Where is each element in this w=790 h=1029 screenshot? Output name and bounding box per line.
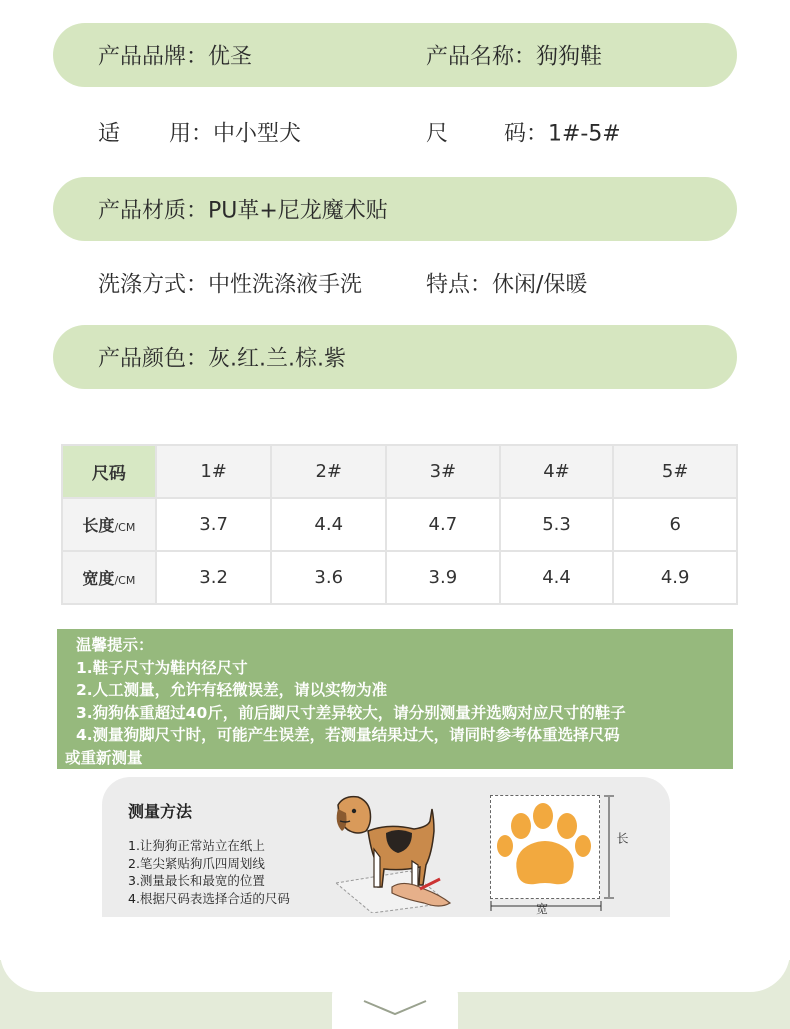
tips-title: 温馨提示： [76, 636, 154, 654]
tips-line-1: 1.鞋子尺寸为鞋内径尺寸 [76, 658, 248, 677]
table-cell: 4.4 [500, 551, 614, 604]
spec-color: 产品颜色：灰.红.兰.棕.紫 [98, 346, 346, 372]
spec-brand: 产品品牌：优圣 [98, 44, 253, 70]
tips-line-5: 或重新测量 [65, 748, 143, 767]
spec-row-color [53, 325, 737, 389]
spec-feature: 特点：休闲/保暖 [426, 272, 588, 298]
measure-step-4: 4.根据尺码表选择合适的尺码 [128, 890, 290, 906]
spec-row-suitable [53, 100, 737, 164]
paw-frame [490, 795, 600, 899]
measure-step-1: 1.让狗狗正常站立在纸上 [128, 838, 265, 853]
header-size-4: 4# [500, 445, 614, 498]
header-size-label: 尺码 [62, 445, 156, 498]
header-size-1: 1# [156, 445, 272, 498]
measure-step-3: 3.测量最长和最宽的位置 [128, 873, 265, 888]
tips-line-2: 2.人工测量，允许有轻微误差，请以实物为准 [76, 681, 388, 700]
table-cell: 4.9 [613, 551, 737, 604]
measure-method-box [102, 777, 670, 917]
table-row [62, 551, 737, 604]
size-table [61, 444, 738, 605]
row-label-length: 长度/CM [62, 498, 156, 551]
measure-steps [128, 837, 290, 907]
spec-material: 产品材质：PU革+尼龙魔术贴 [98, 198, 388, 224]
scroll-down-tab[interactable] [332, 985, 458, 1029]
paw-print-icon [491, 796, 599, 898]
length-dimension-line [602, 795, 616, 899]
table-cell: 4.4 [271, 498, 386, 551]
spec-row-material [53, 177, 737, 241]
chevron-down-icon [362, 999, 428, 1017]
width-label: 宽 [536, 902, 549, 916]
length-label: 长 [615, 832, 629, 844]
spec-size-range: 尺 码：1#-5# [426, 121, 621, 147]
spec-row-brand [53, 23, 737, 87]
measure-title: 测量方法 [128, 802, 193, 821]
table-header-row [62, 445, 737, 498]
spec-wash: 洗涤方式：中性洗涤液手洗 [98, 272, 363, 298]
spec-row-wash [53, 251, 737, 315]
tips-box [57, 629, 733, 769]
measure-step-2: 2.笔尖紧贴狗爪四周划线 [128, 855, 265, 871]
tips-line-4: 4.测量狗脚尺寸时，可能产生误差，若测量结果过大，请同时参考体重选择尺码 [76, 726, 620, 745]
header-size-2: 2# [271, 445, 386, 498]
header-size-3: 3# [386, 445, 500, 498]
header-size-5: 5# [613, 445, 737, 498]
spec-product-name: 产品名称：狗狗鞋 [426, 44, 603, 70]
dog-illustration [328, 791, 468, 913]
table-cell: 4.7 [386, 498, 500, 551]
table-cell: 6 [613, 498, 737, 551]
row-label-width: 宽度/CM [62, 551, 156, 604]
table-cell: 3.9 [386, 551, 500, 604]
table-row [62, 498, 737, 551]
table-cell: 3.6 [271, 551, 386, 604]
table-cell: 5.3 [500, 498, 614, 551]
tips-line-3: 3.狗狗体重超过40斤，前后脚尺寸差异较大，请分别测量并选购对应尺寸的鞋子 [76, 703, 626, 722]
table-cell: 3.2 [156, 551, 272, 604]
table-cell: 3.7 [156, 498, 272, 551]
spec-suitable: 适 用：中小型犬 [98, 121, 301, 147]
